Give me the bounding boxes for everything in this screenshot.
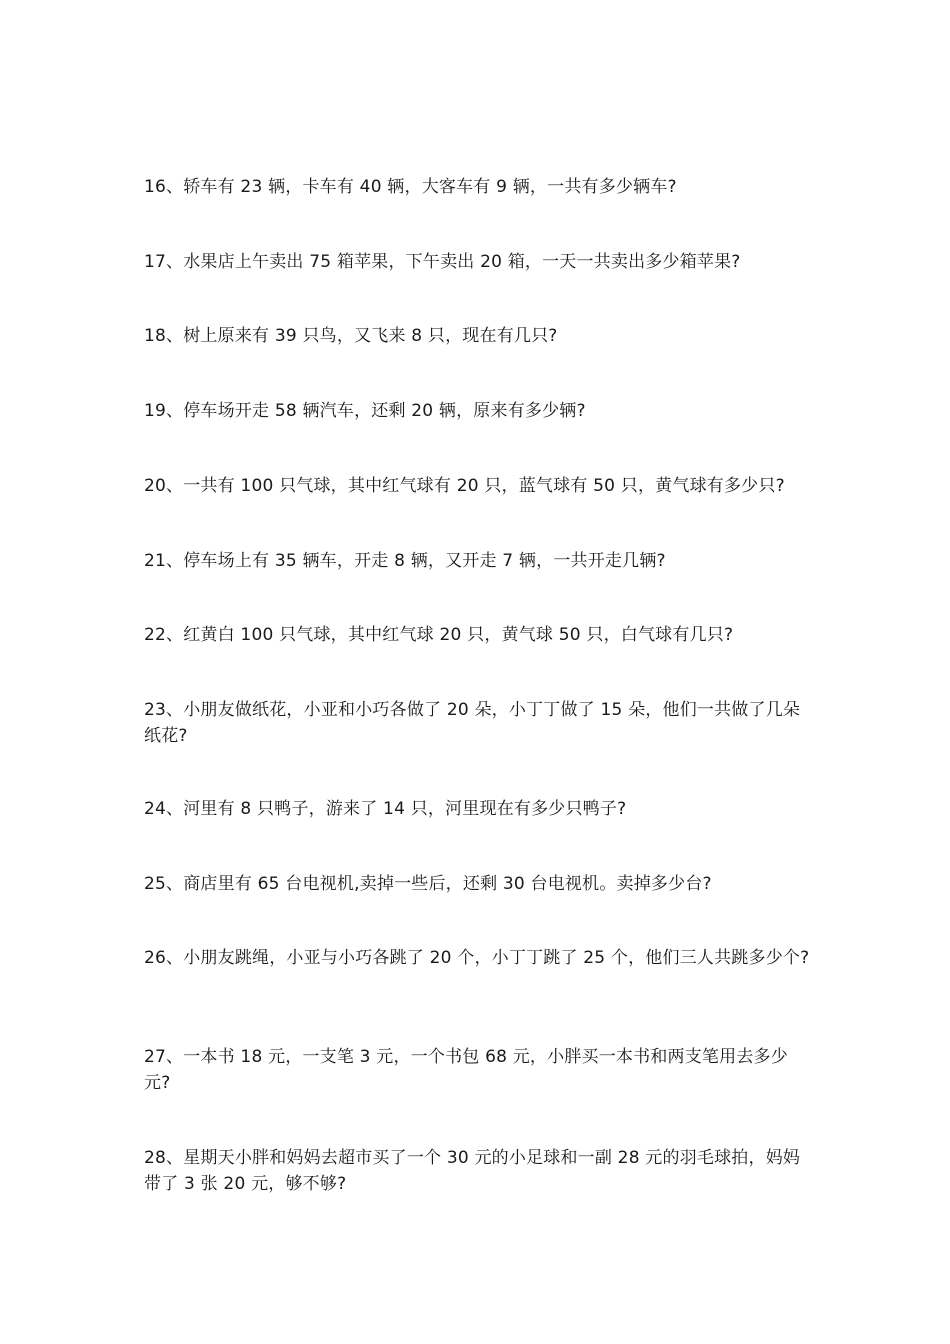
problem-24: 24、河里有 8 只鸭子，游来了 14 只，河里现在有多少只鸭子? xyxy=(144,799,627,819)
problem-20: 20、一共有 100 只气球，其中红气球有 20 只，蓝气球有 50 只，黄气球有多少只? xyxy=(144,476,785,496)
problem-25: 25、商店里有 65 台电视机,卖掉一些后，还剩 30 台电视机。卖掉多少台? xyxy=(144,874,712,894)
problem-27: 27、一本书 18 元，一支笔 3 元，一个书包 68 元，小胖买一本书和两支笔用去多少元? xyxy=(144,1047,788,1093)
problem-16: 16、轿车有 23 辆，卡车有 40 辆，大客车有 9 辆，一共有多少辆车? xyxy=(144,177,677,197)
problem-22: 22、红黄白 100 只气球，其中红气球 20 只，黄气球 50 只，白气球有几只? xyxy=(144,625,734,645)
problem-21: 21、停车场上有 35 辆车，开走 8 辆，又开走 7 辆，一共开走几辆? xyxy=(144,551,666,571)
problem-19: 19、停车场开走 58 辆汽车，还剩 20 辆，原来有多少辆? xyxy=(144,401,586,421)
problem-26: 26、小朋友跳绳，小亚与小巧各跳了 20 个，小丁丁跳了 25 个，他们三人共跳多少个? xyxy=(144,948,810,968)
problem-18: 18、树上原来有 39 只鸟，又飞来 8 只，现在有几只? xyxy=(144,326,558,346)
problem-17: 17、水果店上午卖出 75 箱苹果，下午卖出 20 箱，一天一共卖出多少箱苹果? xyxy=(144,252,741,272)
problem-23: 23、小朋友做纸花，小亚和小巧各做了 20 朵，小丁丁做了 15 朵，他们一共做了几朵纸花? xyxy=(144,700,801,746)
problem-28: 28、星期天小胖和妈妈去超市买了一个 30 元的小足球和一副 28 元的羽毛球拍，妈妈带了 3 张 20 元，够不够? xyxy=(144,1148,801,1194)
